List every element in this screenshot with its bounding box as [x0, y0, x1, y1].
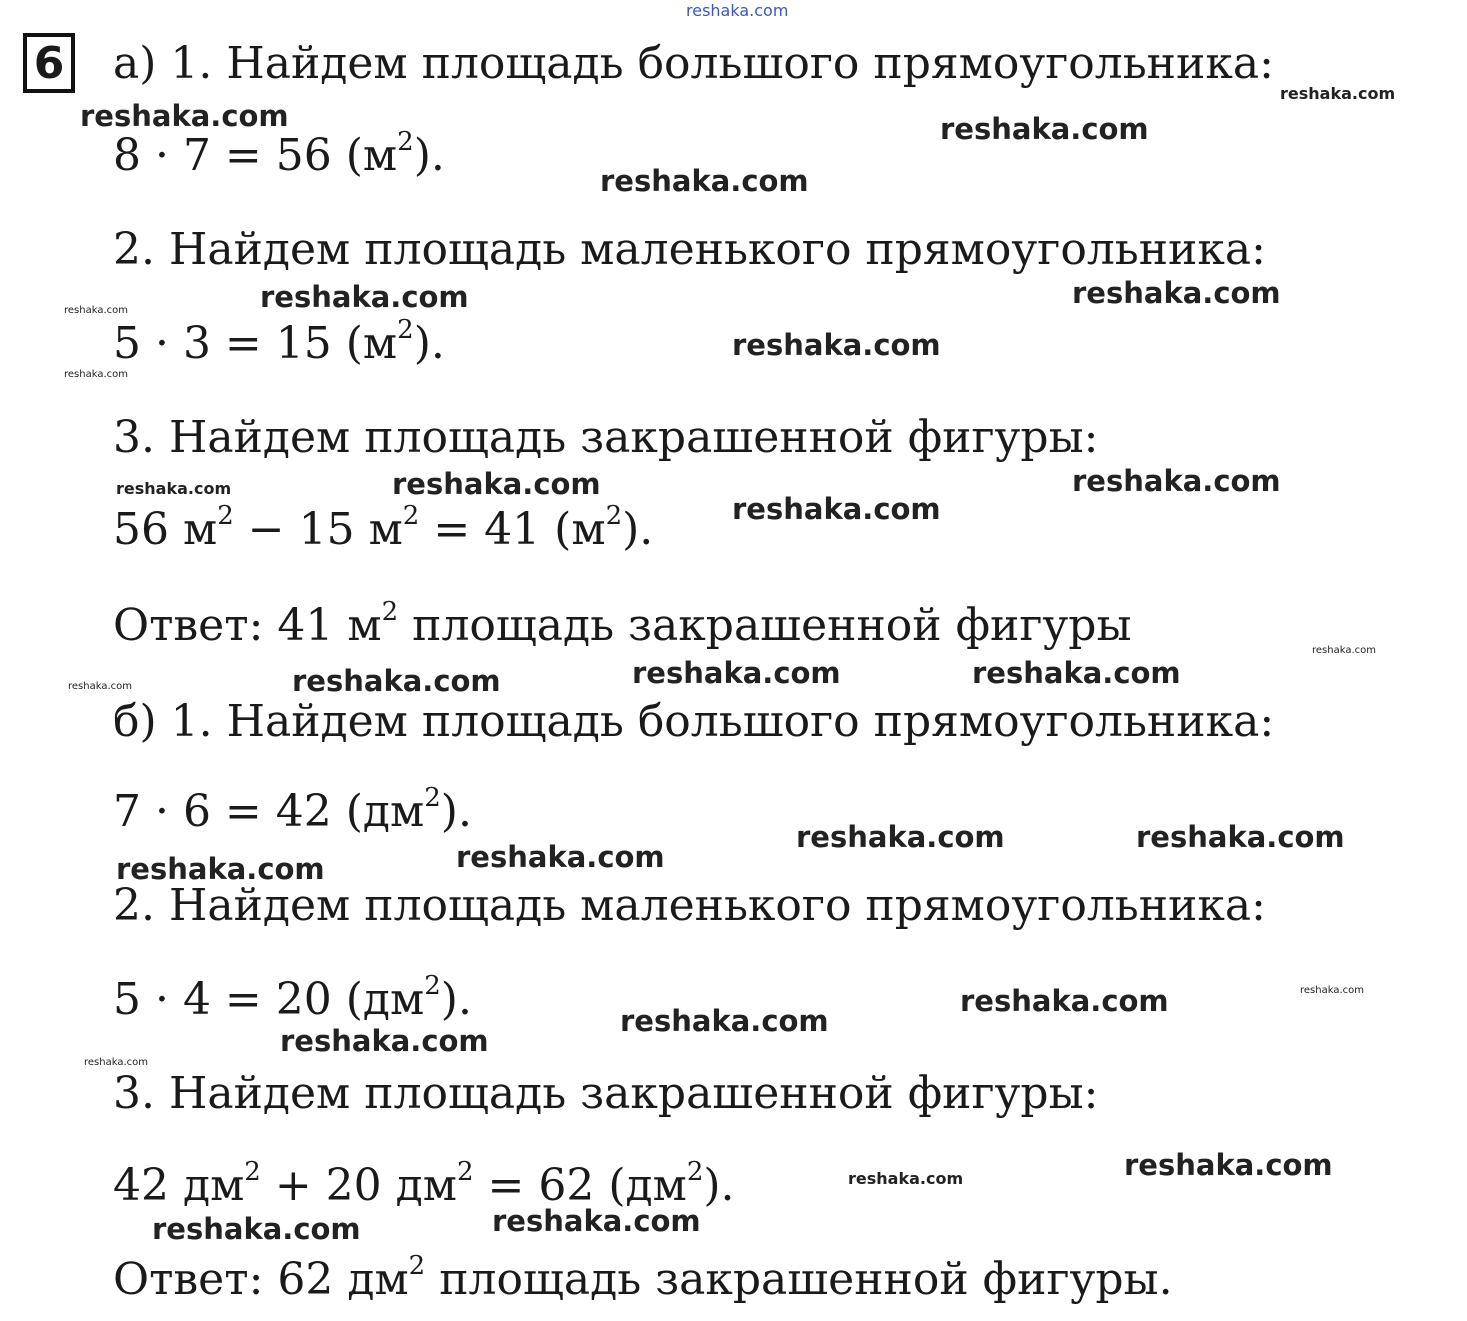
watermark: reshaka.com: [796, 820, 1005, 854]
watermark: reshaka.com: [116, 852, 325, 886]
watermark: reshaka.com: [848, 1169, 964, 1188]
watermark: reshaka.com: [632, 656, 841, 690]
watermark: reshaka.com: [80, 99, 289, 133]
watermark: reshaka.com: [64, 369, 128, 380]
watermark: reshaka.com: [1124, 1148, 1333, 1182]
watermark: reshaka.com: [260, 280, 469, 314]
part-b-step3-title: 3. Найдем площадь закрашенной фигуры:: [113, 1068, 1099, 1119]
watermark: reshaka.com: [456, 840, 665, 874]
part-a-step1-title: а) 1. Найдем площадь большого прямоугольника:: [113, 38, 1274, 89]
watermark: reshaka.com: [940, 112, 1149, 146]
watermark: reshaka.com: [280, 1024, 489, 1058]
watermark: reshaka.com: [1300, 985, 1364, 996]
watermark: reshaka.com: [1072, 276, 1281, 310]
watermark: reshaka.com: [620, 1004, 829, 1038]
watermark: reshaka.com: [492, 1204, 701, 1238]
watermark: reshaka.com: [732, 492, 941, 526]
watermark: reshaka.com: [686, 1, 789, 20]
watermark: reshaka.com: [960, 984, 1169, 1018]
part-b-step2-title: 2. Найдем площадь маленького прямоугольника:: [113, 880, 1266, 931]
watermark: reshaka.com: [152, 1212, 361, 1246]
watermark: reshaka.com: [84, 1057, 148, 1068]
watermark: reshaka.com: [600, 164, 809, 198]
part-a-step3-title: 3. Найдем площадь закрашенной фигуры:: [113, 412, 1099, 463]
part-b-step1-title: б) 1. Найдем площадь большого прямоугольника:: [113, 696, 1275, 747]
part-a-step3-expr: 56 $м^2 - 15$ $м^2 = 41$ $(м^2)$.: [113, 501, 654, 555]
part-b-answer: Ответ: 62 $дм^2$ площадь закрашенной фигуры.: [113, 1251, 1173, 1305]
watermark: reshaka.com: [1280, 84, 1396, 103]
watermark: reshaka.com: [1136, 820, 1345, 854]
watermark: reshaka.com: [1072, 464, 1281, 498]
task-number: 6: [33, 37, 65, 89]
watermark: reshaka.com: [972, 656, 1181, 690]
watermark: reshaka.com: [392, 467, 601, 501]
watermark: reshaka.com: [1312, 645, 1376, 656]
watermark: reshaka.com: [116, 479, 232, 498]
part-b-step3-expr: 42 $дм^2 + 20$ $дм^2 = 62$ $(дм^2)$.: [113, 1157, 735, 1211]
watermark: reshaka.com: [292, 664, 501, 698]
part-a-step1-expr: 8 · 7 = 56 $(м^2)$.: [113, 127, 445, 181]
task-number-box: [23, 33, 75, 93]
watermark: reshaka.com: [64, 305, 128, 316]
part-b-step2-expr: 5 · 4 = 20 $(дм^2)$.: [113, 971, 472, 1025]
watermark: reshaka.com: [732, 328, 941, 362]
part-a-step2-expr: 5 · 3 = 15 $(м^2)$.: [113, 315, 445, 369]
part-b-step1-expr: 7 · 6 = 42 $(дм^2)$.: [113, 783, 472, 837]
part-a-answer: Ответ: 41 $м^2$ площадь закрашенной фигуры: [113, 597, 1132, 651]
watermark: reshaka.com: [68, 681, 132, 692]
part-a-step2-title: 2. Найдем площадь маленького прямоугольника:: [113, 224, 1266, 275]
